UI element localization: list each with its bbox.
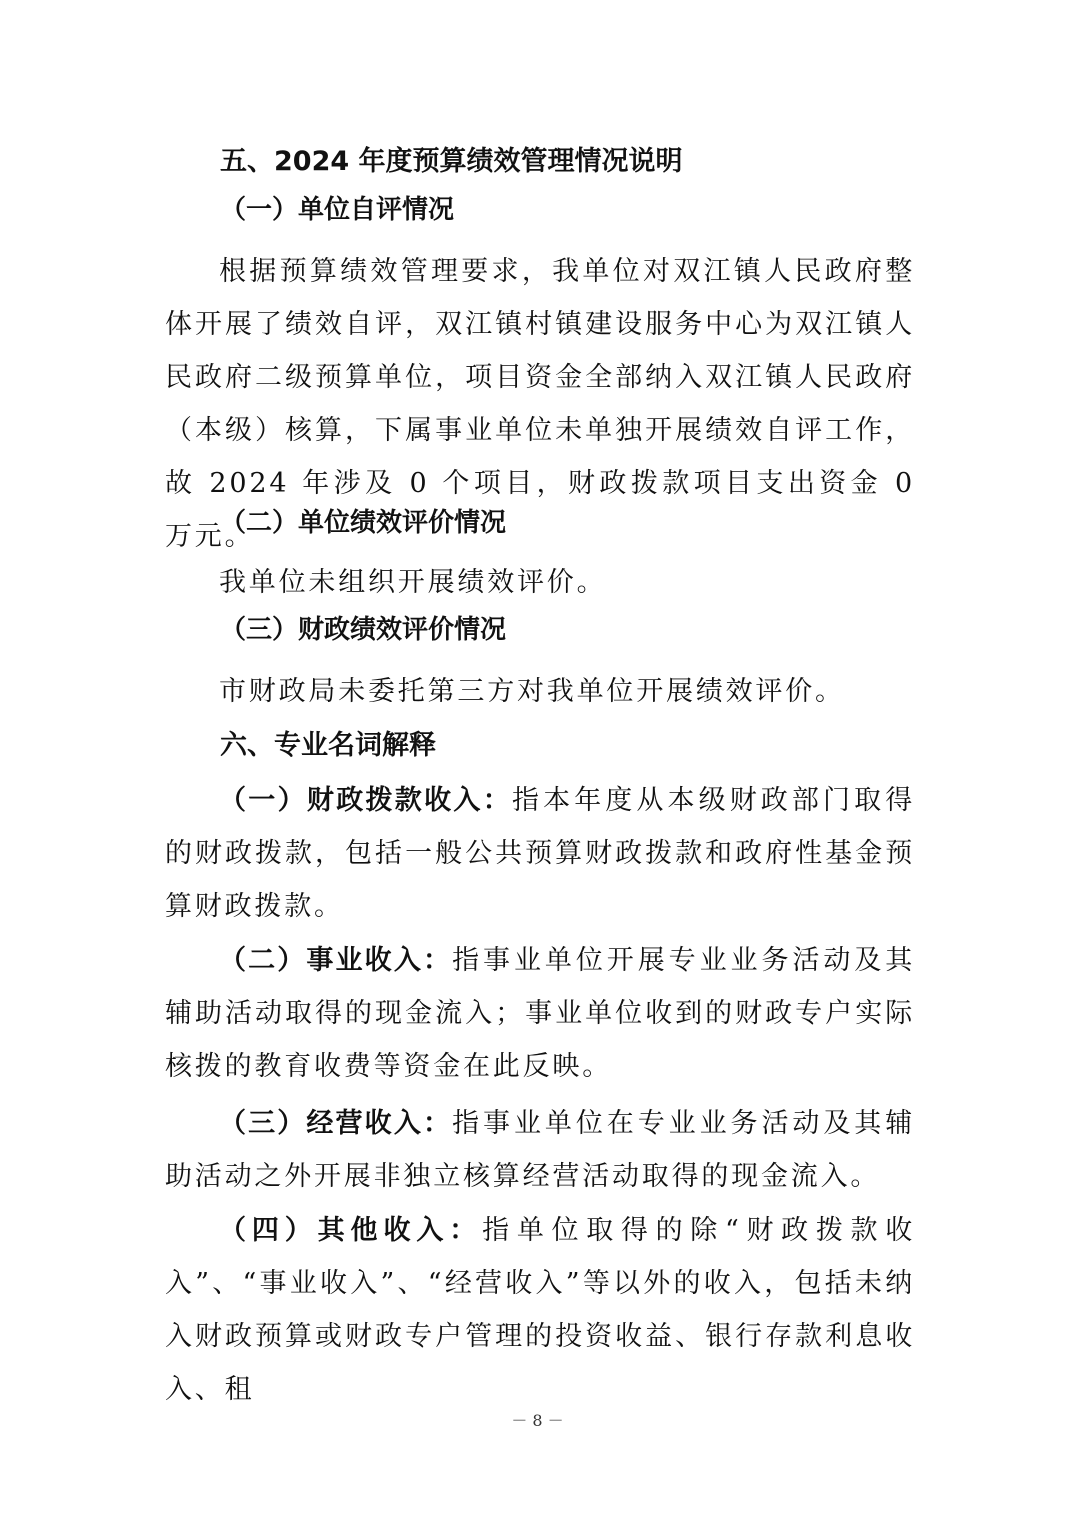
term-label: （三）经营收入：: [219, 1108, 453, 1139]
term-definition-business-income: [165, 934, 915, 1093]
section-six-heading: 六、专业名词解释: [220, 730, 436, 761]
term-text: 指事业单位开展专业业务活动及其辅助活动取得的现金流入；事业单位收到的财政专户实际核拨的教育收费等资金在此反映。: [165, 945, 916, 1082]
page-number: － 8 －: [511, 1411, 564, 1430]
term-label: （四）其他收入：: [219, 1215, 483, 1246]
term-definition-fiscal-appropriation: [165, 774, 915, 933]
term-text: 指本年度从本级财政部门取得的财政拨款，包括一般公共预算财政拨款和政府性基金预算财政拨款。: [165, 785, 915, 922]
term-label: （一）财政拨款收入：: [219, 785, 512, 816]
subsection-finance-evaluation-heading: （三）财政绩效评价情况: [220, 615, 507, 645]
term-text: 指事业单位在专业业务活动及其辅助活动之外开展非独立核算经营活动取得的现金流入。: [165, 1108, 916, 1192]
subsection-unit-evaluation-heading: （二）单位绩效评价情况: [220, 508, 507, 538]
term-definition-operating-income: [165, 1097, 915, 1203]
subsection-self-evaluation-heading: （一）单位自评情况: [220, 195, 455, 225]
unit-evaluation-paragraph: 我单位未组织开展绩效评价。: [219, 567, 607, 598]
section-five-heading: 五、2024 年度预算绩效管理情况说明: [220, 146, 683, 177]
term-definition-other-income: [165, 1204, 915, 1416]
self-evaluation-paragraph: 根据预算绩效管理要求，我单位对双江镇人民政府整体开展了绩效自评，双江镇村镇建设服务中心为双江镇人民政府二级预算单位，项目资金全部纳入双江镇人民政府（本级）核算，下属事业单位未单独开展绩效自评工作，故 2024 年涉及 0 个项目，财政拨款项目支出资金 0 万元。: [165, 256, 915, 552]
term-text: 指单位取得的除“财政拨款收入”、“事业收入”、“经营收入”等以外的收入，包括未纳入财政预算或财政专户管理的投资收益、银行存款利息收入、租: [165, 1215, 916, 1405]
finance-evaluation-paragraph: 市财政局未委托第三方对我单位开展绩效评价。: [219, 676, 845, 707]
term-label: （二）事业收入：: [219, 945, 453, 976]
